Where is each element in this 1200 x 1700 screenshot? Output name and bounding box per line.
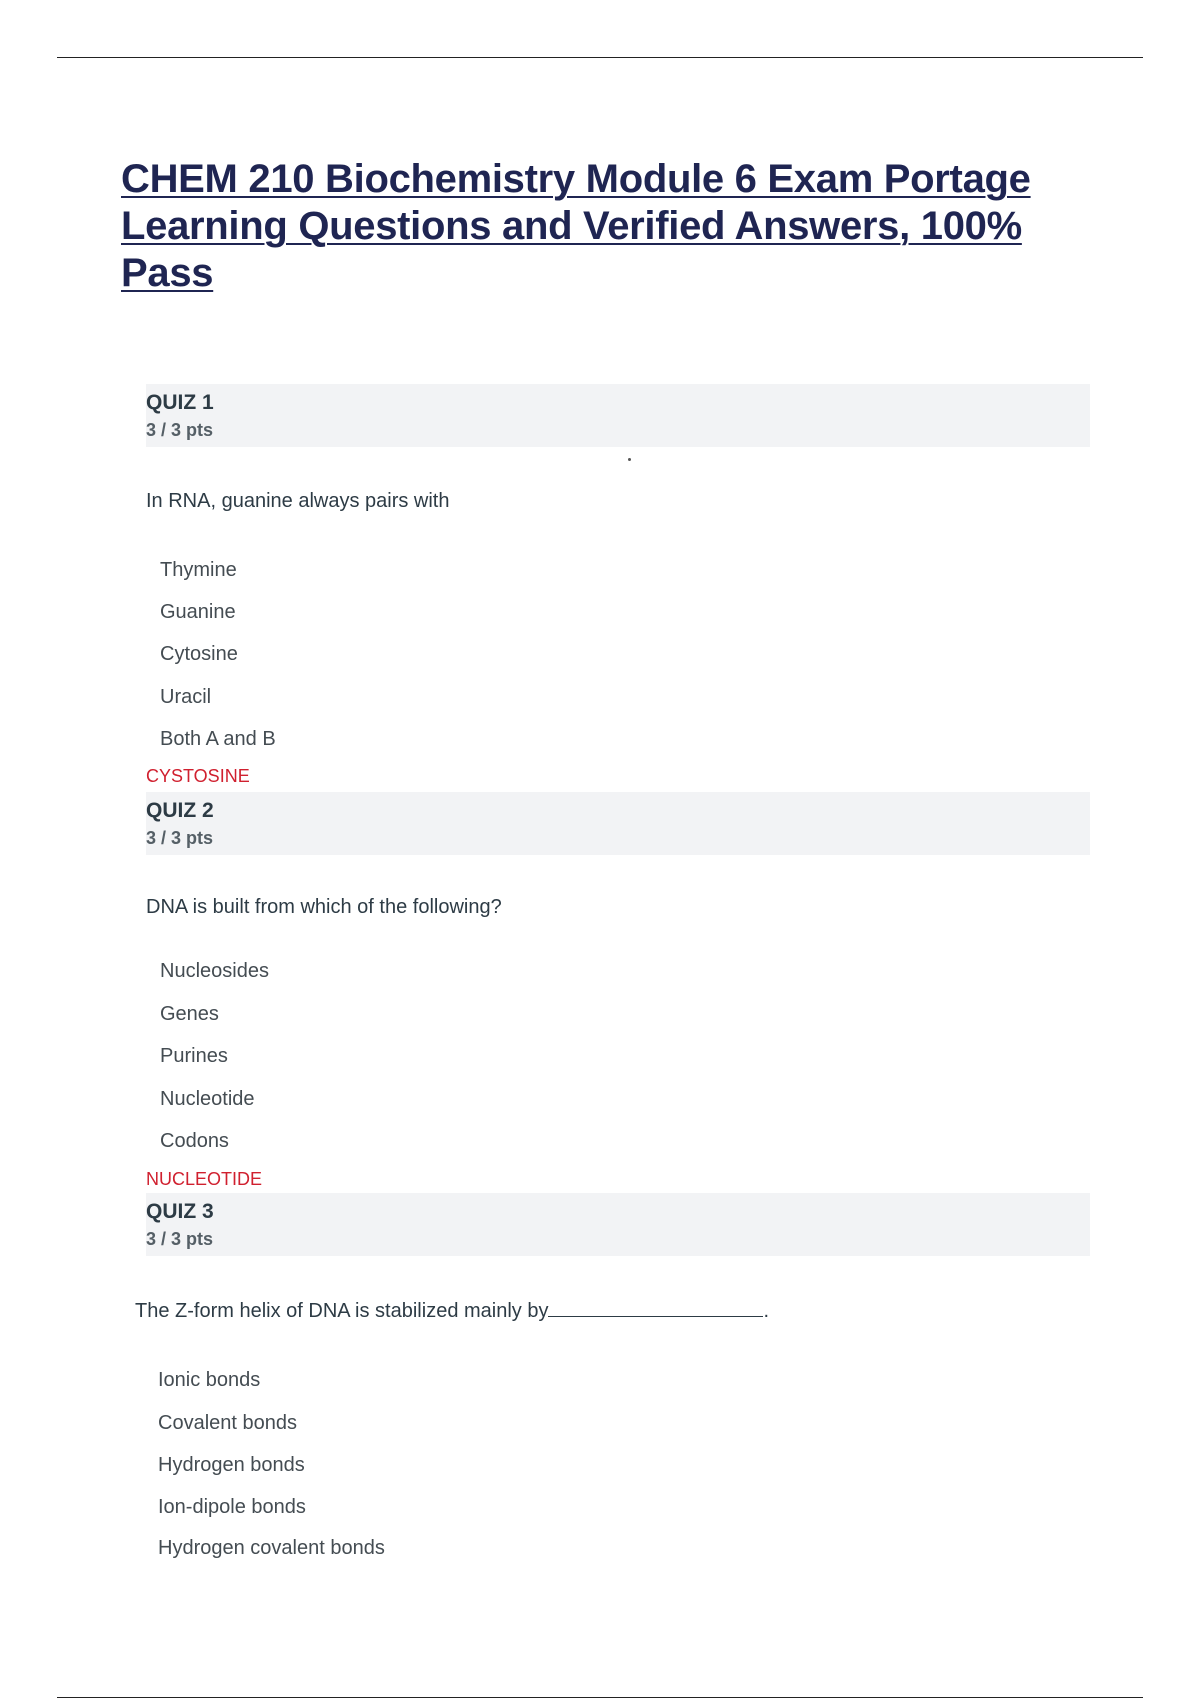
quiz-2-header (146, 792, 1090, 855)
quiz-3-option-e: Hydrogen covalent bonds (158, 1537, 385, 1559)
top-rule (57, 57, 1143, 58)
quiz-2-option-e: Codons (160, 1130, 229, 1152)
quiz-1-header (146, 384, 1090, 447)
quiz-1-option-d: Uracil (160, 686, 212, 708)
quiz-3-option-c: Hydrogen bonds (158, 1454, 305, 1476)
quiz-3-question-end: . (763, 1300, 770, 1322)
quiz-2-name: QUIZ 2 (146, 799, 214, 822)
quiz-2-option-d: Nucleotide (160, 1088, 255, 1110)
quiz-3-option-a: Ionic bonds (158, 1369, 261, 1391)
quiz-1-points: 3 / 3 pts (146, 420, 214, 440)
quiz-3-question-text: The Z-form helix of DNA is stabilized mainly by (135, 1300, 549, 1322)
quiz-2-option-c: Purines (160, 1045, 228, 1067)
quiz-1-option-a: Thymine (160, 559, 237, 581)
quiz-1-option-c: Cytosine (160, 643, 238, 665)
quiz-1-question: In RNA, guanine always pairs with (146, 490, 450, 512)
stray-dot (628, 458, 631, 461)
quiz-2-option-b: Genes (160, 1003, 219, 1025)
quiz-2-question: DNA is built from which of the following? (146, 896, 502, 918)
quiz-2-option-a: Nucleosides (160, 960, 269, 982)
answer-blank (548, 1296, 763, 1317)
quiz-1-option-e: Both A and B (160, 728, 276, 750)
quiz-3-option-b: Covalent bonds (158, 1412, 297, 1434)
quiz-3-points: 3 / 3 pts (146, 1229, 214, 1249)
quiz-2-points: 3 / 3 pts (146, 828, 214, 848)
bottom-rule (57, 1697, 1143, 1698)
quiz-1-answer: CYSTOSINE (146, 766, 250, 786)
quiz-3-question (135, 1296, 769, 1324)
quiz-3-header (146, 1193, 1090, 1256)
quiz-1-name: QUIZ 1 (146, 391, 214, 414)
document-title: CHEM 210 Biochemistry Module 6 Exam Portage Learning Questions and Verified Answers, 100% Pass (121, 157, 1031, 295)
quiz-1-option-b: Guanine (160, 601, 236, 623)
quiz-3-name: QUIZ 3 (146, 1200, 214, 1223)
quiz-3-option-d: Ion-dipole bonds (158, 1496, 306, 1518)
quiz-2-answer: NUCLEOTIDE (146, 1169, 263, 1189)
